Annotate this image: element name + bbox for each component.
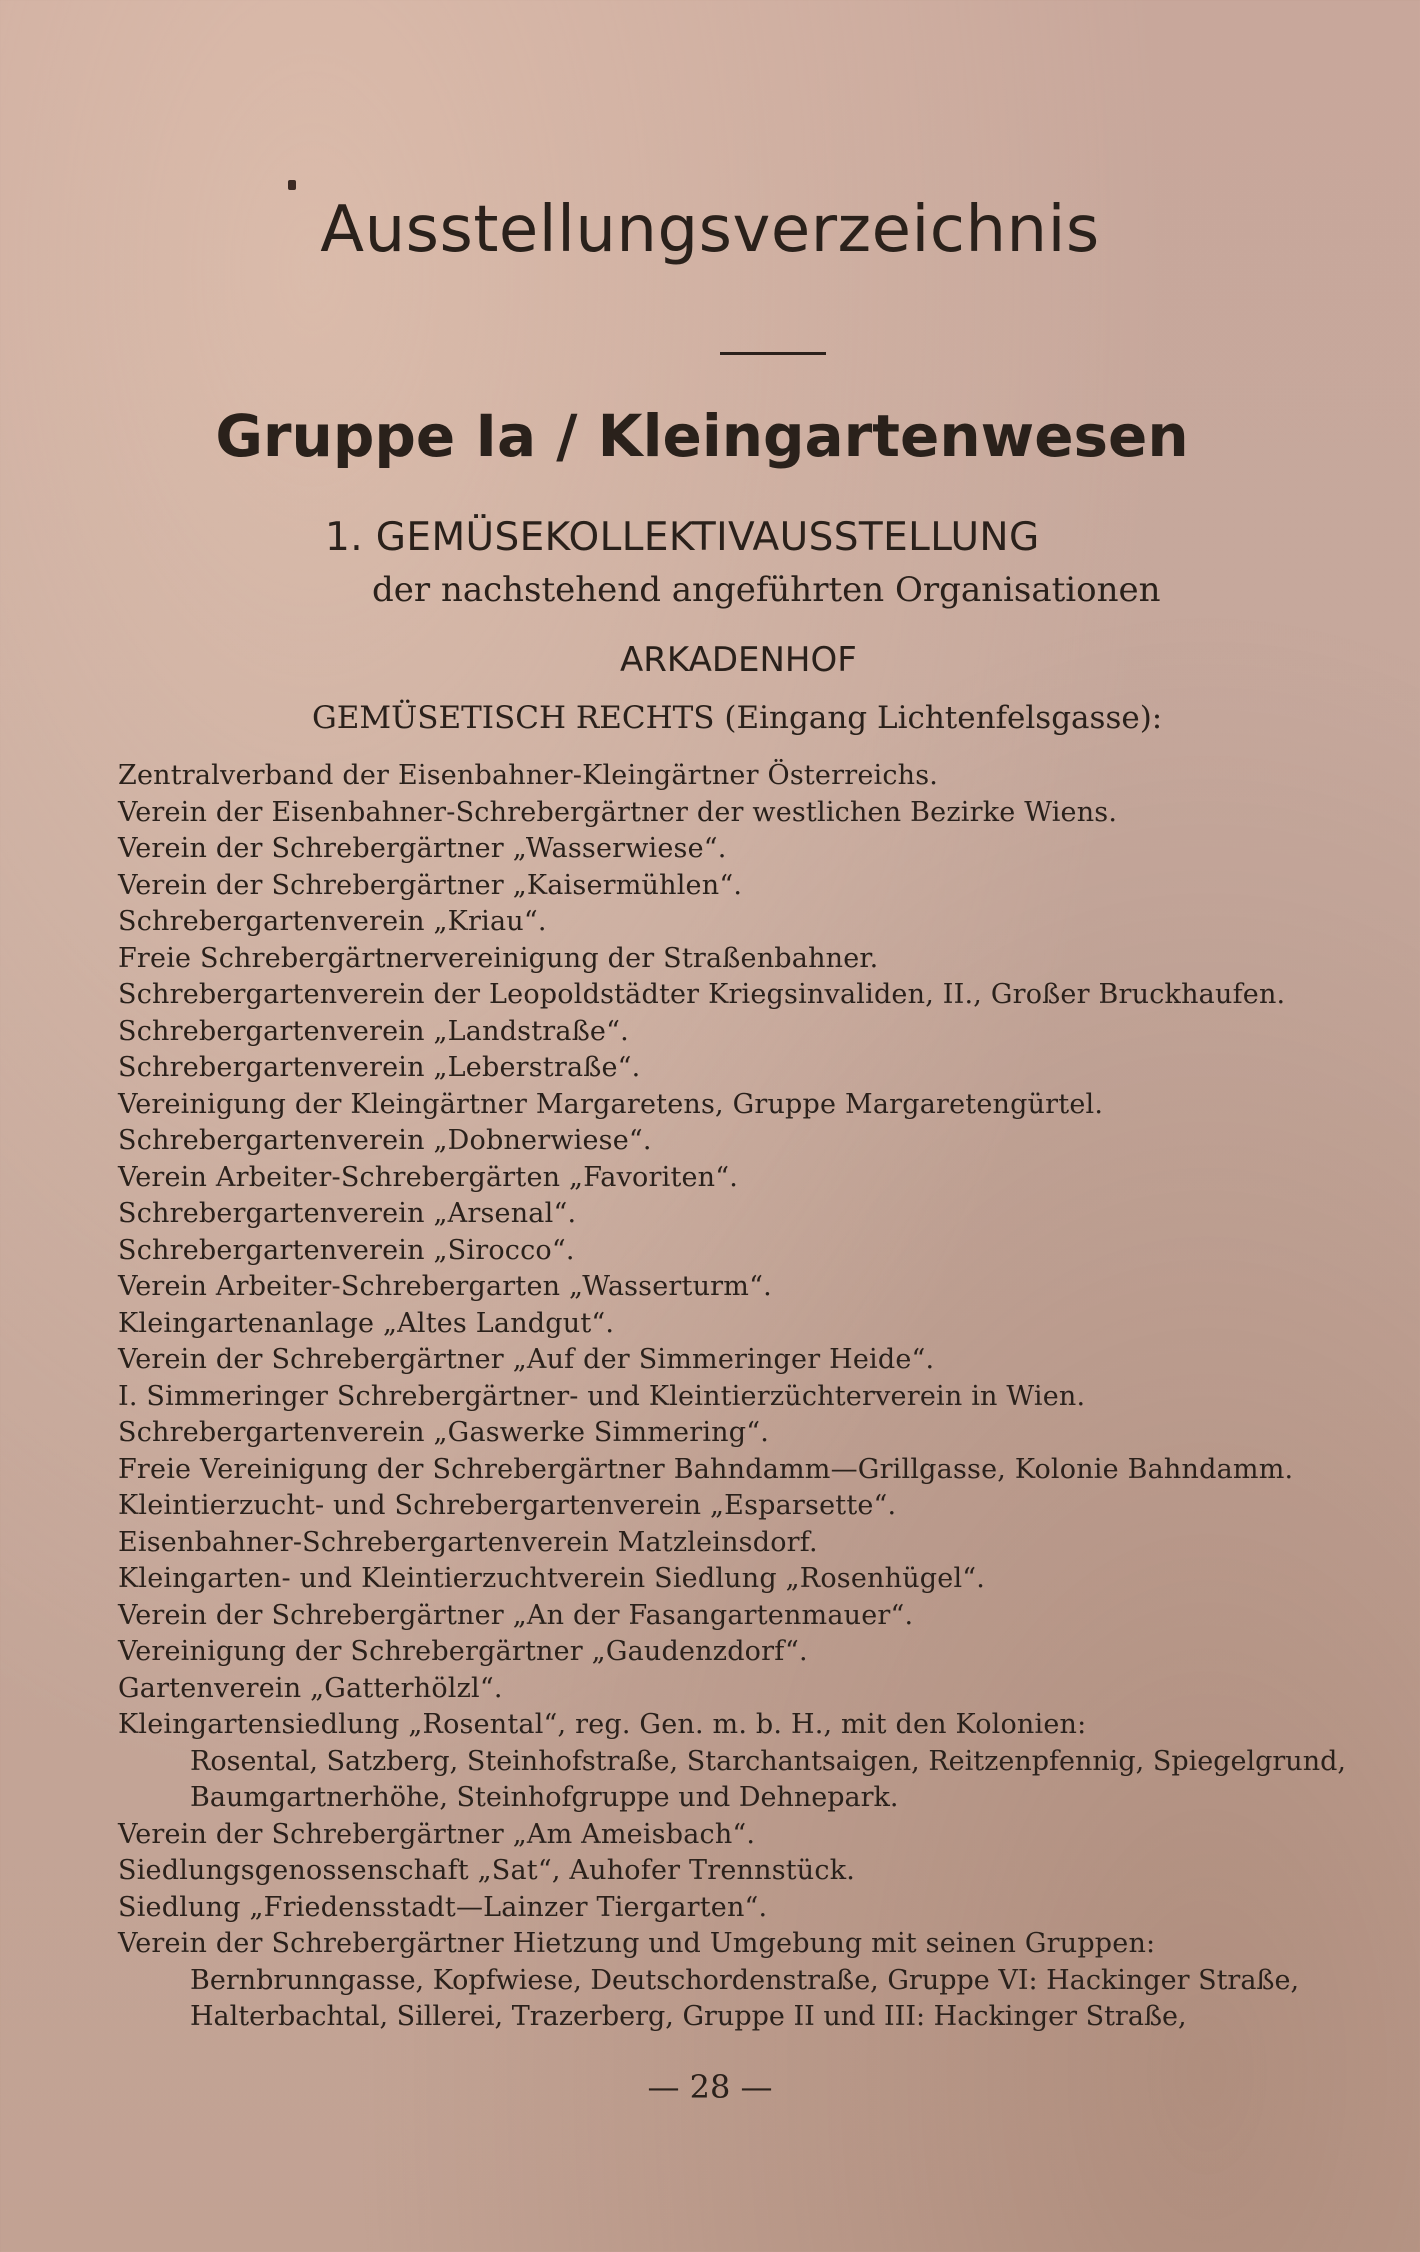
page-title: Ausstellungsverzeichnis	[320, 193, 1100, 267]
section-title: 1. GEMÜSEKOLLEKTIVAUSSTELLUNG	[325, 515, 1040, 560]
list-item: Zentralverband der Eisenbahner-Kleingärtner Österreichs.	[118, 760, 939, 791]
list-item: Siedlungsgenossenschaft „Sat“, Auhofer Trennstück.	[118, 1855, 856, 1886]
list-item: Schrebergartenverein „Leberstraße“.	[118, 1052, 641, 1083]
list-item: Schrebergartenverein „Gaswerke Simmering“.	[118, 1417, 770, 1448]
list-item: Schrebergartenverein „Landstraße“.	[118, 1015, 629, 1047]
list-item: Kleingartenanlage „Altes Landgut“.	[118, 1307, 615, 1339]
list-item: Verein der Schrebergärtner „Auf der Simmeringer Heide“.	[118, 1344, 935, 1375]
list-item: Freie Vereinigung der Schrebergärtner Bahndamm—Grillgasse, Kolonie Bahndamm.	[118, 1453, 1294, 1485]
list-item: Eisenbahner-Schrebergartenverein Matzleinsdorf.	[118, 1526, 818, 1558]
group-title: Gruppe Ia / Kleingartenwesen	[215, 402, 1189, 470]
page-number: — 28 —	[647, 2068, 773, 2106]
list-item: Schrebergartenverein „Dobnerwiese“.	[118, 1125, 652, 1156]
list-item: Verein Arbeiter-Schrebergarten „Wasserturm“.	[118, 1271, 772, 1302]
list-item: Vereinigung der Kleingärtner Margaretens, Gruppe Margaretengürtel.	[118, 1088, 1104, 1120]
list-item: Verein der Schrebergärtner „Am Ameisbach“.	[118, 1818, 756, 1850]
list-item: Schrebergartenverein „Kriau“.	[118, 906, 547, 937]
list-item: Verein der Schrebergärtner „An der Fasangartenmauer“.	[118, 1599, 914, 1631]
title-divider	[720, 352, 826, 355]
ink-speck	[288, 180, 296, 190]
list-item-continuation: Baumgartnerhöhe, Steinhofgruppe und Dehnepark.	[190, 1782, 899, 1813]
section-subtitle: der nachstehend angeführten Organisationen	[372, 570, 1161, 610]
organization-list	[118, 758, 1408, 2036]
list-item: Verein der Schrebergärtner „Wasserwiese“.	[118, 833, 727, 864]
list-item: Verein der Eisenbahner-Schrebergärtner der westlichen Bezirke Wiens.	[118, 796, 1118, 828]
list-item: I. Simmeringer Schrebergärtner- und Kleintierzüchterverein in Wien.	[118, 1380, 1086, 1412]
list-item-continuation: Bernbrunngasse, Kopfwiese, Deutschordenstraße, Gruppe VI: Hackinger Straße,	[190, 1964, 1300, 1996]
list-item-continuation: Halterbachtal, Sillerei, Trazerberg, Gruppe II und III: Hackinger Straße,	[190, 2001, 1187, 2032]
location-label: ARKADENHOF	[620, 640, 857, 680]
list-item: Kleingarten- und Kleintierzuchtverein Siedlung „Rosenhügel“.	[118, 1563, 986, 1594]
list-item: Schrebergartenverein „Arsenal“.	[118, 1198, 577, 1229]
list-item: Freie Schrebergärtnervereinigung der Straßenbahner.	[118, 942, 879, 974]
list-item: Verein der Schrebergärtner „Kaisermühlen“.	[118, 869, 743, 901]
list-item: Kleintierzucht- und Schrebergartenverein „Esparsette“.	[118, 1490, 897, 1521]
table-heading: GEMÜSETISCH RECHTS (Eingang Lichtenfelsgasse):	[312, 700, 1163, 736]
list-item: Vereinigung der Schrebergärtner „Gaudenzdorf“.	[118, 1636, 808, 1667]
list-item: Schrebergartenverein der Leopoldstädter Kriegsinvaliden, II., Großer Bruckhaufen.	[118, 979, 1286, 1010]
list-item: Verein Arbeiter-Schrebergärten „Favoriten“.	[118, 1161, 739, 1193]
list-item: Verein der Schrebergärtner Hietzung und Umgebung mit seinen Gruppen:	[118, 1928, 1156, 1959]
list-item: Kleingartensiedlung „Rosental“, reg. Gen. m. b. H., mit den Kolonien:	[118, 1709, 1087, 1740]
list-item-continuation: Rosental, Satzberg, Steinhofstraße, Starchantsaigen, Reitzenpfennig, Spiegelgrund,	[190, 1745, 1346, 1777]
list-item: Siedlung „Friedensstadt—Lainzer Tiergarten“.	[118, 1891, 768, 1923]
list-item: Gartenverein „Gatterhölzl“.	[118, 1672, 503, 1704]
list-item: Schrebergartenverein „Sirocco“.	[118, 1234, 575, 1266]
